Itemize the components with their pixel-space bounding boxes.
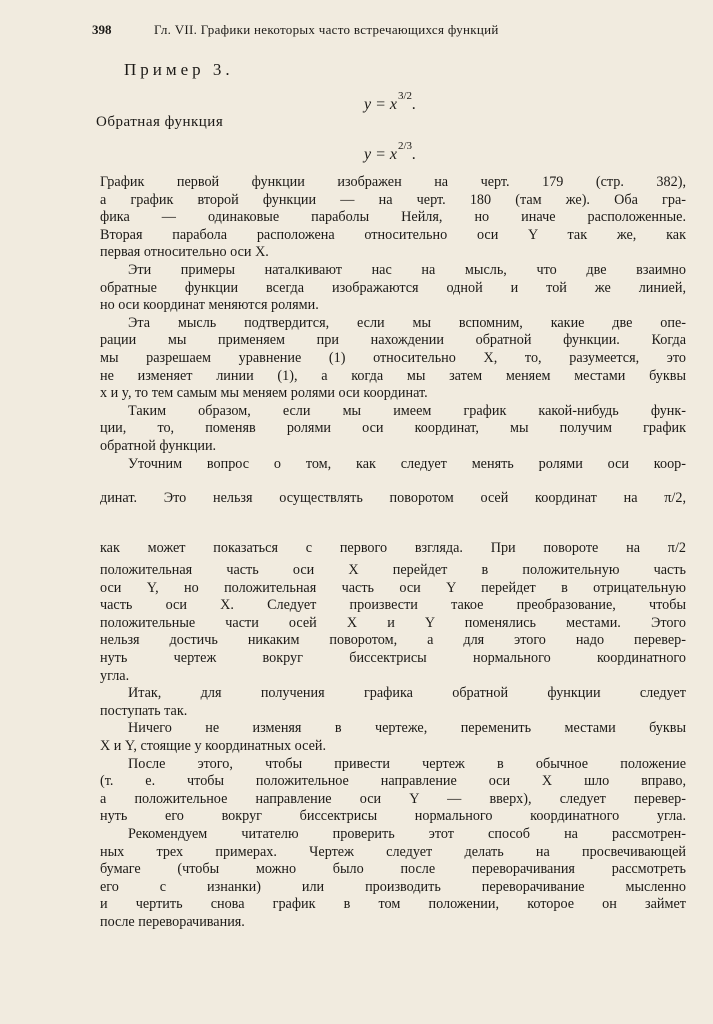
formula-1	[364, 90, 416, 114]
example-label: Пример 3.	[124, 60, 234, 79]
text-line: X и Y, стоящие у координатных осей.	[100, 737, 327, 754]
text-line: (т. е. чтобы положительное направление оси X шло вправо,	[100, 773, 686, 790]
text-line: оси Y, но положительная часть оси Y перейдет в отрицательную	[100, 579, 686, 596]
text-line: После этого, чтобы привести чертеж в обычное положение	[128, 755, 686, 772]
text-line-fraction-2: как может показаться с первого взгляда. При повороте на π/2	[100, 540, 686, 556]
text-line: Итак, для получения графика обратной функции следует	[128, 685, 686, 702]
page-number: 398	[92, 22, 112, 37]
formula-1-tail: .	[412, 96, 417, 113]
text-line: но оси координат меняются ролями.	[100, 297, 319, 314]
running-title: Гл. VII. Графики некоторых часто встречающихся функций	[154, 22, 499, 37]
text-line: после переворачивания.	[100, 913, 245, 930]
text-line: Эта мысль подтвердится, если мы вспомним, какие две опе-	[128, 314, 686, 331]
text-line: не изменяет линии (1), а когда мы затем меняем местами буквы	[100, 367, 686, 384]
text-line: нельзя достичь никаким поворотом, а для этого надо перевер-	[100, 632, 686, 649]
text-line: График первой функции изображен на черт. 179 (стр. 382),	[100, 174, 686, 190]
text-line: а график второй функции — на черт. 180 (там же). Оба гра-	[100, 191, 686, 208]
function-label: Обратная функция	[96, 114, 224, 130]
formula-2	[364, 140, 416, 164]
text-line: рации мы применяем при нахождении обратной функции. Когда	[100, 332, 686, 349]
text-line: ных трех примерах. Чертеж следует делать на просвечивающей	[100, 843, 686, 860]
text-line: обратные функции всегда изображаются одной и той же линией,	[100, 279, 686, 296]
running-header	[92, 22, 632, 44]
text-line: бумаге (чтобы можно было после переворачивания рассмотреть	[100, 861, 686, 878]
formula-1-exponent: 3/2	[398, 90, 413, 102]
text-line: Эти примеры наталкивают нас на мысль, что две взаимно	[128, 261, 686, 278]
formula-2-exponent: 2/3	[398, 140, 413, 152]
text-line: x и y, то тем самым мы меняем ролями оси координат.	[100, 385, 428, 402]
text-line-fraction-1: динат. Это нельзя осуществлять поворотом осей координат на π/2,	[100, 490, 686, 506]
text-line: Ничего не изменяя в чертеже, переменить местами буквы	[128, 720, 686, 737]
text-line: нуть чертеж вокруг биссектрисы нормального координатного	[100, 649, 686, 666]
text-line: нуть его вокруг биссектрисы нормального координатного угла.	[100, 808, 686, 825]
text-line: поступать так.	[100, 702, 188, 719]
body-text-block-2	[100, 562, 686, 931]
text-line: Уточним вопрос о том, как следует менять ролями оси коор-	[128, 455, 686, 472]
text-line: Рекомендуем читателю проверить этот способ на рассмотрен-	[128, 825, 686, 842]
text-line: обратной функции.	[100, 437, 217, 454]
text-line: Вторая парабола расположена относительно оси Y так же, как	[100, 226, 686, 243]
text-line: ции, то, поменяв ролями оси координат, мы получим график	[100, 420, 686, 437]
text-line: мы разрешаем уравнение (1) относительно X, то, разумеется, это	[100, 349, 686, 366]
text-line: первая относительно оси X.	[100, 244, 269, 261]
formula-2-tail: .	[412, 146, 417, 163]
text-line: положительные части осей X и Y поменялись местами. Этого	[100, 614, 686, 631]
text-line: часть оси X. Следует произвести такое преобразование, чтобы	[100, 597, 686, 614]
formula-2-lhs: y = x	[364, 146, 397, 163]
text-line: положительная часть оси X перейдет в положительную часть	[100, 562, 686, 578]
body-text-block-1	[100, 174, 686, 473]
text-line: а положительное направление оси Y — вверх), следует перевер-	[100, 790, 686, 807]
text-line: и чертить снова график в том положении, которое он займет	[100, 896, 686, 913]
formula-1-lhs: y = x	[364, 96, 397, 113]
text-line: фика — одинаковые параболы Нейля, но иначе расположенные.	[100, 209, 686, 226]
text-line: угла.	[100, 667, 130, 684]
text-line: Таким образом, если мы имеем график какой-нибудь функ-	[128, 402, 686, 419]
text-line: его с изнанки) или производить переворачивание мысленно	[100, 878, 686, 895]
